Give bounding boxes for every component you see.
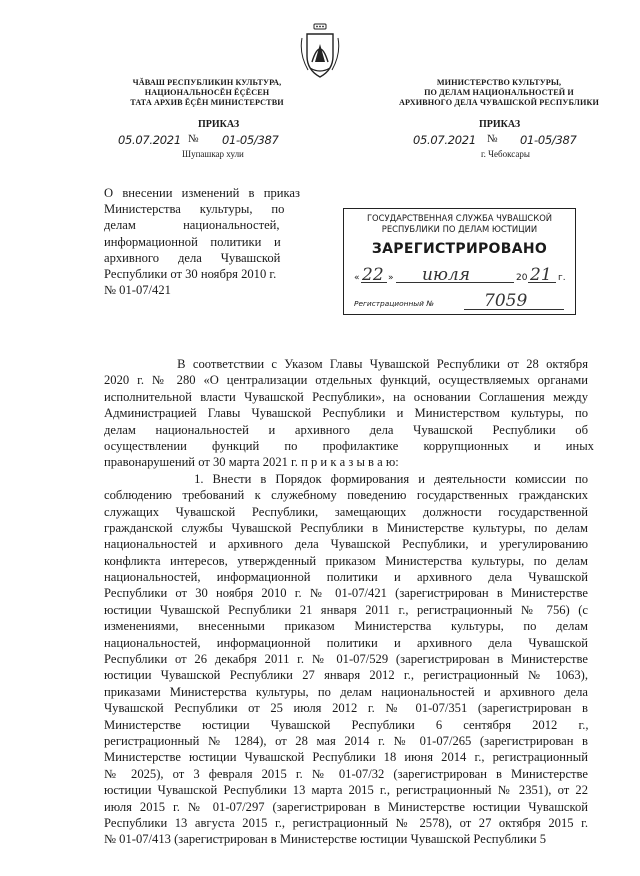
- body-line: Республики 13 августа 2015 г., регистрационный № 2578), от 27 октября 2015 г.: [104, 815, 588, 830]
- body-line: национальностей, информационной политики и архивного дела Чувашской: [104, 635, 588, 650]
- coat-of-arms-emblem: [300, 22, 340, 82]
- subject-line: информационной политики и: [104, 234, 281, 249]
- header-right-ministry-russian: [389, 78, 609, 108]
- stamp-registration-number-row: [354, 293, 569, 311]
- body-line: приказами Министерства культуры, по делам национальностей и архивного дела: [104, 684, 588, 699]
- body-line: июля 2015 г. № 01-07/297 (зарегистрирован в Министерстве юстиции Чувашской: [104, 799, 588, 814]
- order-number-right: 01-05/387: [520, 133, 577, 147]
- city-russian: г. Чебоксары: [481, 149, 530, 159]
- stamp-org-line: РЕСПУБЛИКИ ПО ДЕЛАМ ЮСТИЦИИ: [381, 224, 538, 234]
- subject-line: № 01-07/421: [104, 283, 171, 298]
- body-line: юстиции Чувашской Республики 21 января 2011 г., регистрационный № 756) (с: [104, 602, 588, 617]
- body-line: 1. Внести в Порядок формирования и деятельности комиссии по: [104, 471, 588, 486]
- stamp-organization: [344, 213, 575, 235]
- stamp-registered-label: ЗАРЕГИСТРИРОВАНО: [371, 241, 548, 257]
- body-line: Республики от 30 ноября 2010 г. № 01-07/421 (зарегистрирован в Министерстве: [104, 586, 588, 601]
- body-line: делам национальностей и архивного дела Чувашской Республики об: [104, 422, 588, 437]
- header-left-ministry-chuvash: [97, 78, 317, 108]
- subject-line: Министерства культуры, по: [104, 202, 285, 217]
- subject-line: Республики от 30 ноября 2010 г.: [104, 267, 277, 282]
- body-line: В соответствии с Указом Главы Чувашской Республики от 28 октября: [104, 357, 588, 371]
- header-left-line: ТАТА АРХИВ ĔÇĔН МИНИСТЕРСТВИ: [130, 98, 284, 107]
- subject-line: О внесении изменений в приказ: [104, 186, 300, 200]
- stamp-reg-number: 7059: [484, 291, 528, 311]
- stamp-open-quote: «: [354, 273, 360, 283]
- body-line: Министерстве юстиции Чувашской Республики 18 июня 2014 г., регистрационный: [104, 750, 588, 765]
- subject-line: делам национальностей,: [104, 218, 280, 233]
- stamp-month: июля: [422, 265, 470, 285]
- header-right-line: МИНИСТЕРСТВО КУЛЬТУРЫ,: [436, 78, 562, 87]
- body-line: 2020 г. № 280 «О централизации отдельных функций, осуществляемых органами: [104, 373, 588, 388]
- number-sign-right: №: [487, 133, 498, 145]
- body-line: Министерстве юстиции Чувашской Республики 6 сентября 2012 г.,: [104, 717, 589, 732]
- header-left-line: НАЦИОНАЛЬНОСĔН ĔÇĔСЕН: [144, 88, 270, 97]
- body-line: служащих Чувашской Республики, замещающих должности государственной: [104, 504, 588, 519]
- body-line: конфликта интересов, утвержденный приказом Министерства культуры, по делам: [104, 553, 588, 568]
- stamp-year-unit: г.: [558, 273, 566, 283]
- header-right-line: ПО ДЕЛАМ НАЦИОНАЛЬНОСТЕЙ И: [424, 88, 574, 97]
- body-line: соблюдению требований к служебному поведению государственных гражданских: [104, 488, 588, 503]
- body-line: изменениями, внесенными приказом Министерства культуры, по делам: [104, 619, 588, 634]
- registration-stamp: [343, 208, 576, 315]
- body-line: гражданской службы Чувашской Республики в Министерстве культуры, по делам: [104, 520, 588, 535]
- stamp-close-quote: »: [388, 273, 394, 283]
- prikaz-title-left: ПРИКАЗ: [198, 119, 240, 130]
- prikaz-title-right: ПРИКАЗ: [479, 119, 521, 130]
- subject-line: архивного дела Чувашской: [104, 250, 281, 265]
- stamp-day: 22: [362, 265, 384, 285]
- header-right-line: АРХИВНОГО ДЕЛА ЧУВАШСКОЙ РЕСПУБЛИКИ: [399, 98, 599, 107]
- body-line: регистрационный № 1284), от 28 мая 2014 г. № 01-07/265 (зарегистрирован в: [104, 733, 588, 748]
- body-line: правонарушений от 30 марта 2021 г. п р и к а з ы в а ю:: [104, 455, 399, 470]
- stamp-reg-label: Регистрационный №: [354, 299, 434, 308]
- body-line: национальностей, информационной политики и архивного дела Чувашской: [104, 570, 588, 585]
- order-date-left: 05.07.2021: [118, 133, 181, 147]
- order-body: [104, 356, 594, 848]
- stamp-year-prefix: 20: [516, 273, 528, 283]
- body-line: Республики от 26 декабря 2011 г. № 01-07/529 (зарегистрирован в Министерстве: [104, 652, 588, 667]
- order-subject: [104, 185, 300, 298]
- order-date-right: 05.07.2021: [413, 133, 476, 147]
- body-line: Чувашской Республики от 25 июля 2012 г. № 01-07/351 (зарегистрирован в: [104, 701, 588, 716]
- body-line: № 2025), от 3 февраля 2015 г. № 01-07/32 (зарегистрирован в Министерстве: [104, 766, 588, 781]
- city-chuvash: Шупашкар хули: [182, 149, 244, 159]
- body-line: осуществлении функций по профилактике коррупционных и иных: [104, 438, 594, 453]
- body-line: Администрацией Главы Чувашской Республики и Министерством культуры, по: [104, 406, 588, 421]
- number-sign-left: №: [188, 133, 199, 145]
- stamp-year: 21: [530, 265, 552, 285]
- body-line: юстиции Чувашской Республики 13 марта 2015 г., регистрационный № 2351), от 22: [104, 783, 588, 798]
- header-left-line: ЧĂВАШ РЕСПУБЛИКИН КУЛЬТУРА,: [132, 78, 282, 87]
- stamp-org-line: ГОСУДАРСТВЕННАЯ СЛУЖБА ЧУВАШСКОЙ: [366, 213, 553, 223]
- body-line: юстиции Чувашской Республики 27 января 2012 г., регистрационный № 1063),: [104, 668, 588, 683]
- body-line: исполнительной власти Чувашской Республики», на основании Соглашения между: [104, 389, 588, 404]
- order-number-left: 01-05/387: [222, 133, 279, 147]
- body-line: национальностей и архивного дела Чувашской Республики, и урегулированию: [104, 537, 588, 552]
- body-line: № 01-07/413 (зарегистрирован в Министерстве юстиции Чувашской Республики 5: [104, 832, 546, 847]
- stamp-date-row: [354, 267, 569, 289]
